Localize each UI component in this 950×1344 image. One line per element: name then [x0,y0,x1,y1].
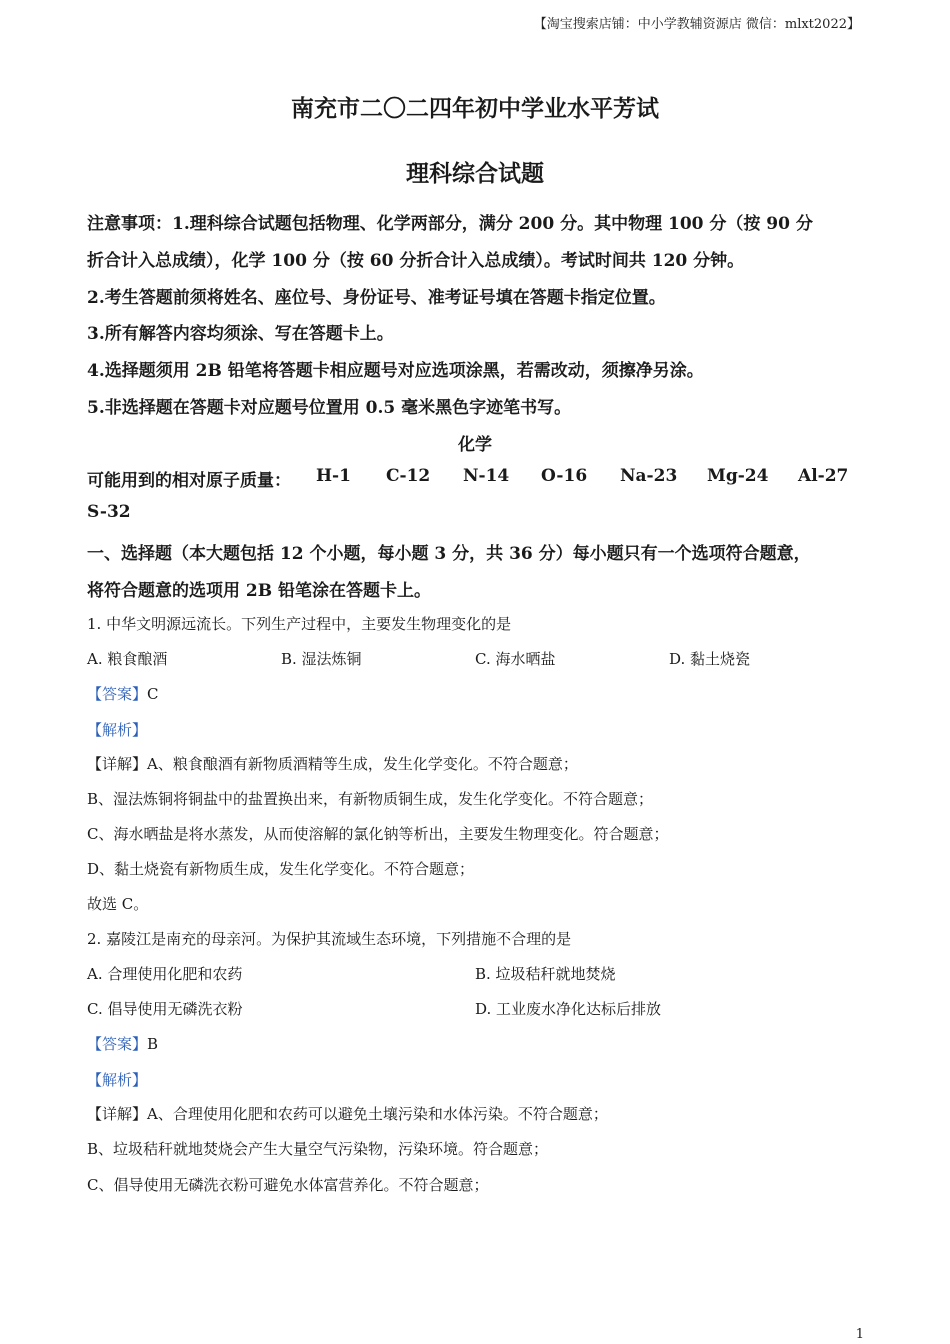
detail-text: A、合理使用化肥和农药可以避免土壤污染和水体污染。不符合题意； [147,1105,608,1123]
atomic-mass-label: 可能用到的相对原子质量： [87,471,291,491]
detail-tag: 【详解】 [87,755,148,773]
answer-value: B [147,1035,159,1053]
atomic-mass-item: Mg-24 [707,466,769,486]
atomic-mass-item: O-16 [541,466,588,486]
page-title: 南充市二〇二四年初中学业水平芳试 [291,95,659,122]
detail-line: D、黏土烧瓷有新物质生成，发生化学变化。不符合题意； [87,860,475,878]
notice-line: 4.选择题须用 2B 铅笔将答题卡相应题号对应选项涂黑，若需改动，须擦净另涂。 [87,361,704,381]
answer-line [87,1033,158,1054]
detail-line: 故选 C。 [87,895,149,913]
option-a: A. 粮食酿酒 [87,650,168,668]
atomic-mass-item: N-14 [463,466,510,486]
subject-heading: 化学 [458,435,492,455]
atomic-mass-item: S-32 [87,502,131,522]
detail-tag: 【详解】 [87,1105,148,1123]
detail-line: C、海水晒盐是将水蒸发，从而使溶解的氯化钠等析出，主要发生物理变化。符合题意； [87,825,669,843]
option-c: C. 海水晒盐 [475,650,556,668]
option-d: D. 黏土烧瓷 [669,650,751,668]
answer-line [87,683,159,704]
answer-tag: 【答案】 [87,685,148,703]
section-heading: 将符合题意的选项用 2B 铅笔涂在答题卡上。 [87,581,432,601]
option-b: B. 湿法炼铜 [281,650,362,668]
detail-line [87,753,578,774]
answer-tag: 【答案】 [87,1035,148,1053]
detail-line: B、湿法炼铜将铜盐中的盐置换出来，有新物质铜生成，发生化学变化。不符合题意； [87,790,654,808]
question-stem: 1. 中华文明源远流长。下列生产过程中，主要发生物理变化的是 [87,615,512,633]
shop-header-note: 【淘宝搜索店铺：中小学教辅资源店 微信：mlxt2022】 [533,17,860,32]
answer-value: C [147,685,159,703]
notice-line: 2.考生答题前须将姓名、座位号、身份证号、准考证号填在答题卡指定位置。 [87,288,666,308]
detail-line: C、倡导使用无磷洗衣粉可避免水体富营养化。不符合题意； [87,1176,489,1194]
option-b: B. 垃圾秸秆就地焚烧 [475,965,616,983]
detail-text: A、粮食酿酒有新物质酒精等生成，发生化学变化。不符合题意； [147,755,578,773]
atomic-mass-item: C-12 [386,466,431,486]
notice-line: 3.所有解答内容均须涂、写在答题卡上。 [87,324,394,344]
notice-line: 5.非选择题在答题卡对应题号位置用 0.5 毫米黑色字迹笔书写。 [87,398,572,418]
notice-line: 折合计入总成绩），化学 100 分（按 60 分折合计入总成绩）。考试时间共 120 分钟。 [87,251,745,271]
question-stem: 2. 嘉陵江是南充的母亲河。为保护其流域生态环境，下列措施不合理的是 [87,930,572,948]
analysis-tag: 【解析】 [87,1071,148,1089]
notice-line: 注意事项：1.理科综合试题包括物理、化学两部分，满分 200 分。其中物理 100 分（按 90 分 [87,214,813,234]
atomic-mass-item: Al-27 [798,466,849,486]
page-subtitle: 理科综合试题 [406,160,544,187]
option-d: D. 工业废水净化达标后排放 [475,1000,662,1018]
detail-line [87,1103,608,1124]
atomic-mass-item: Na-23 [620,466,678,486]
option-c: C. 倡导使用无磷洗衣粉 [87,1000,243,1018]
page-number: 1 [855,1327,864,1342]
option-a: A. 合理使用化肥和农药 [87,965,243,983]
detail-line: B、垃圾秸秆就地焚烧会产生大量空气污染物，污染环境。符合题意； [87,1140,549,1158]
analysis-tag: 【解析】 [87,721,148,739]
section-heading: 一、选择题（本大题包括 12 个小题，每小题 3 分，共 36 分）每小题只有一个选项符合题意， [87,544,811,564]
atomic-mass-item: H-1 [316,466,351,486]
